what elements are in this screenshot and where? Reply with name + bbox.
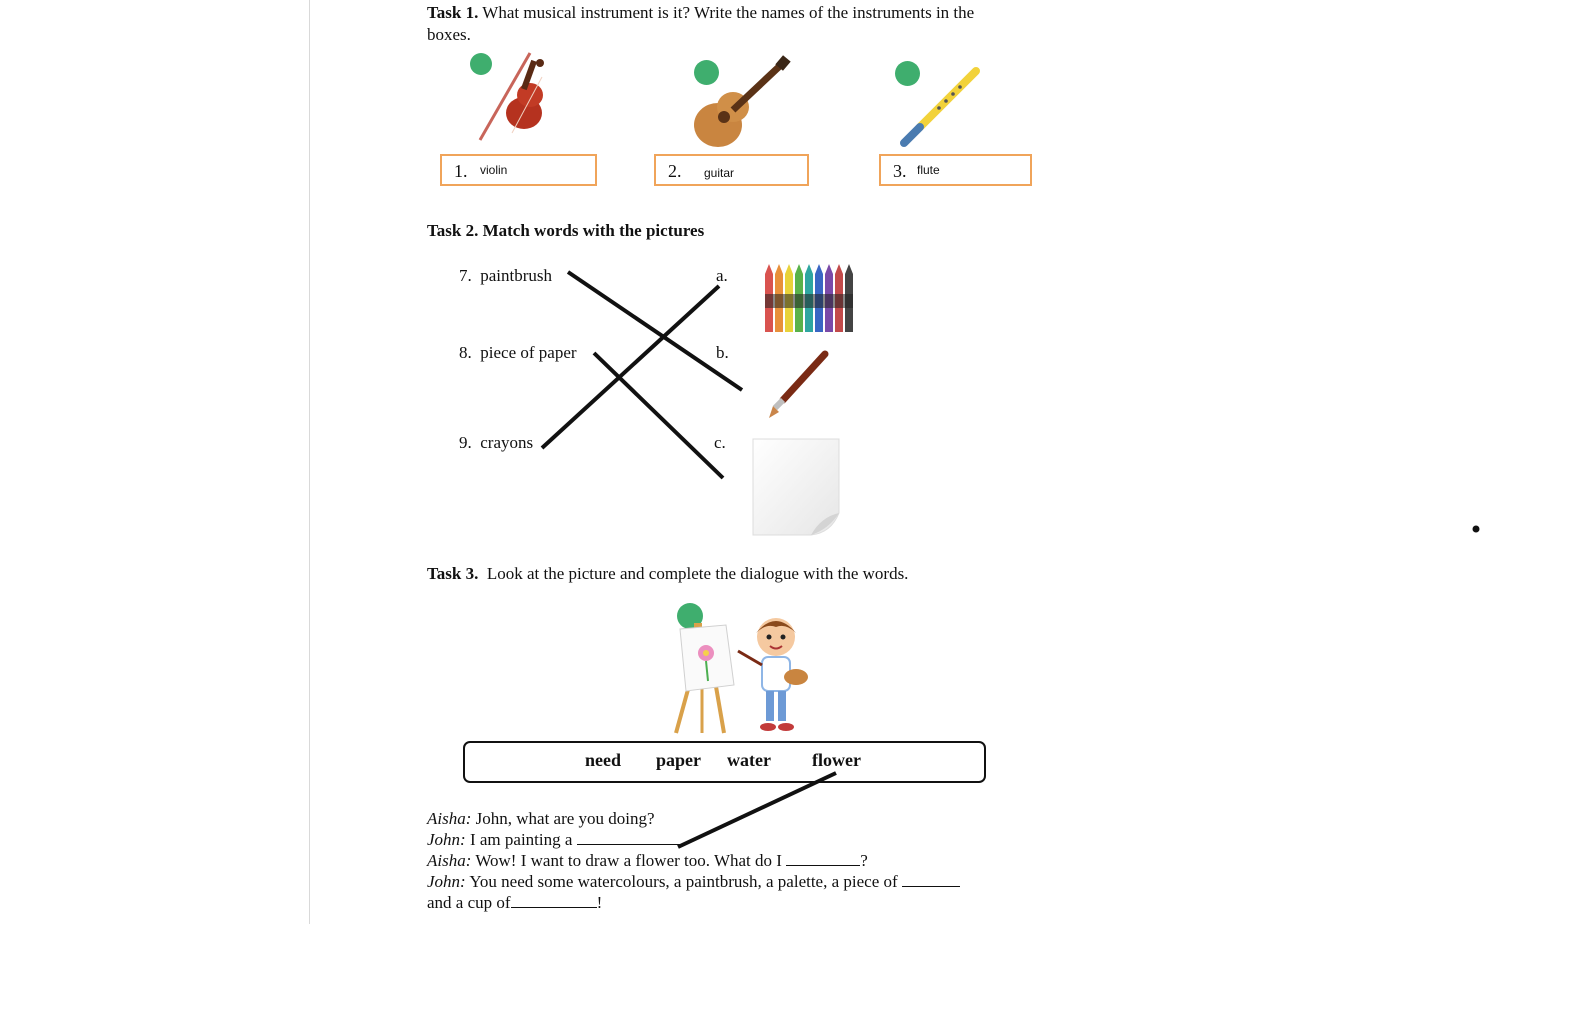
match-line-9-a [542,286,719,448]
match-letter-c: c. [714,433,726,452]
speaker-name: Aisha: [427,809,472,828]
task1-title-line2: boxes. [427,25,471,44]
word-bank-paper[interactable]: paper [656,750,701,770]
task1-label: Task 1. [427,3,479,22]
item-text: piece of paper [480,343,577,362]
paintbrush-icon [765,350,830,420]
item-text: paintbrush [480,266,553,285]
dialogue-line-5 [427,892,602,913]
item-number: 7. [459,266,472,285]
dialogue-text: and a cup of [427,893,511,912]
answer-blank[interactable] [786,851,860,866]
task3-label: Task 3. [427,564,479,583]
answer-text: violin [480,163,508,177]
dialogue-text: I am painting a [465,830,577,849]
answer-number: 2. [668,161,682,181]
dialogue-text: ? [860,851,868,870]
answer-text: flute [917,163,940,177]
match-letter-a: a. [716,266,728,285]
task2-title: Task 2. Match words with the pictures [427,221,705,240]
answer-blank[interactable] [511,893,597,908]
word-bank-flower[interactable]: flower [812,750,861,770]
speaker-name: Aisha: [427,851,472,870]
dialogue-text: ! [596,893,603,912]
dialogue-text: John, what are you doing? [471,809,655,828]
dialogue-line-3 [427,850,868,871]
paper-icon [751,437,846,540]
crayons-icon [763,264,855,336]
answer-blank[interactable] [577,830,681,845]
task3-title [427,563,908,584]
stray-dot [1473,526,1480,533]
word-bank-water[interactable]: water [727,750,771,770]
answer-text: guitar [704,166,735,180]
item-number: 9. [459,433,472,452]
dialogue-line-2 [427,829,681,850]
dialogue-text: You need some watercolours, a paintbrush, a palette, a piece of [465,872,902,891]
item-number: 8. [459,343,472,362]
speaker-name: John: [427,872,466,891]
dialogue-line-1 [427,808,655,829]
dialogue-line-4 [427,871,960,892]
boy-painting-illustration [668,615,818,740]
task3-instruction: Look at the picture and complete the dialogue with the words. [486,564,909,583]
speaker-name: John: [427,830,466,849]
answer-number: 1. [454,161,468,181]
word-bank-need[interactable]: need [585,750,621,770]
match-letter-b: b. [716,343,729,362]
match-line-8-c [594,353,723,478]
answer-number: 3. [893,161,907,181]
item-text: crayons [480,433,534,452]
dialogue-text: Wow! I want to draw a flower too. What do I [471,851,787,870]
word-bank-box [463,741,986,783]
answer-blank[interactable] [902,872,960,887]
task1-instruction: What musical instrument is it? Write the names of the instruments in the [478,3,975,22]
word-line-flower [678,773,836,847]
